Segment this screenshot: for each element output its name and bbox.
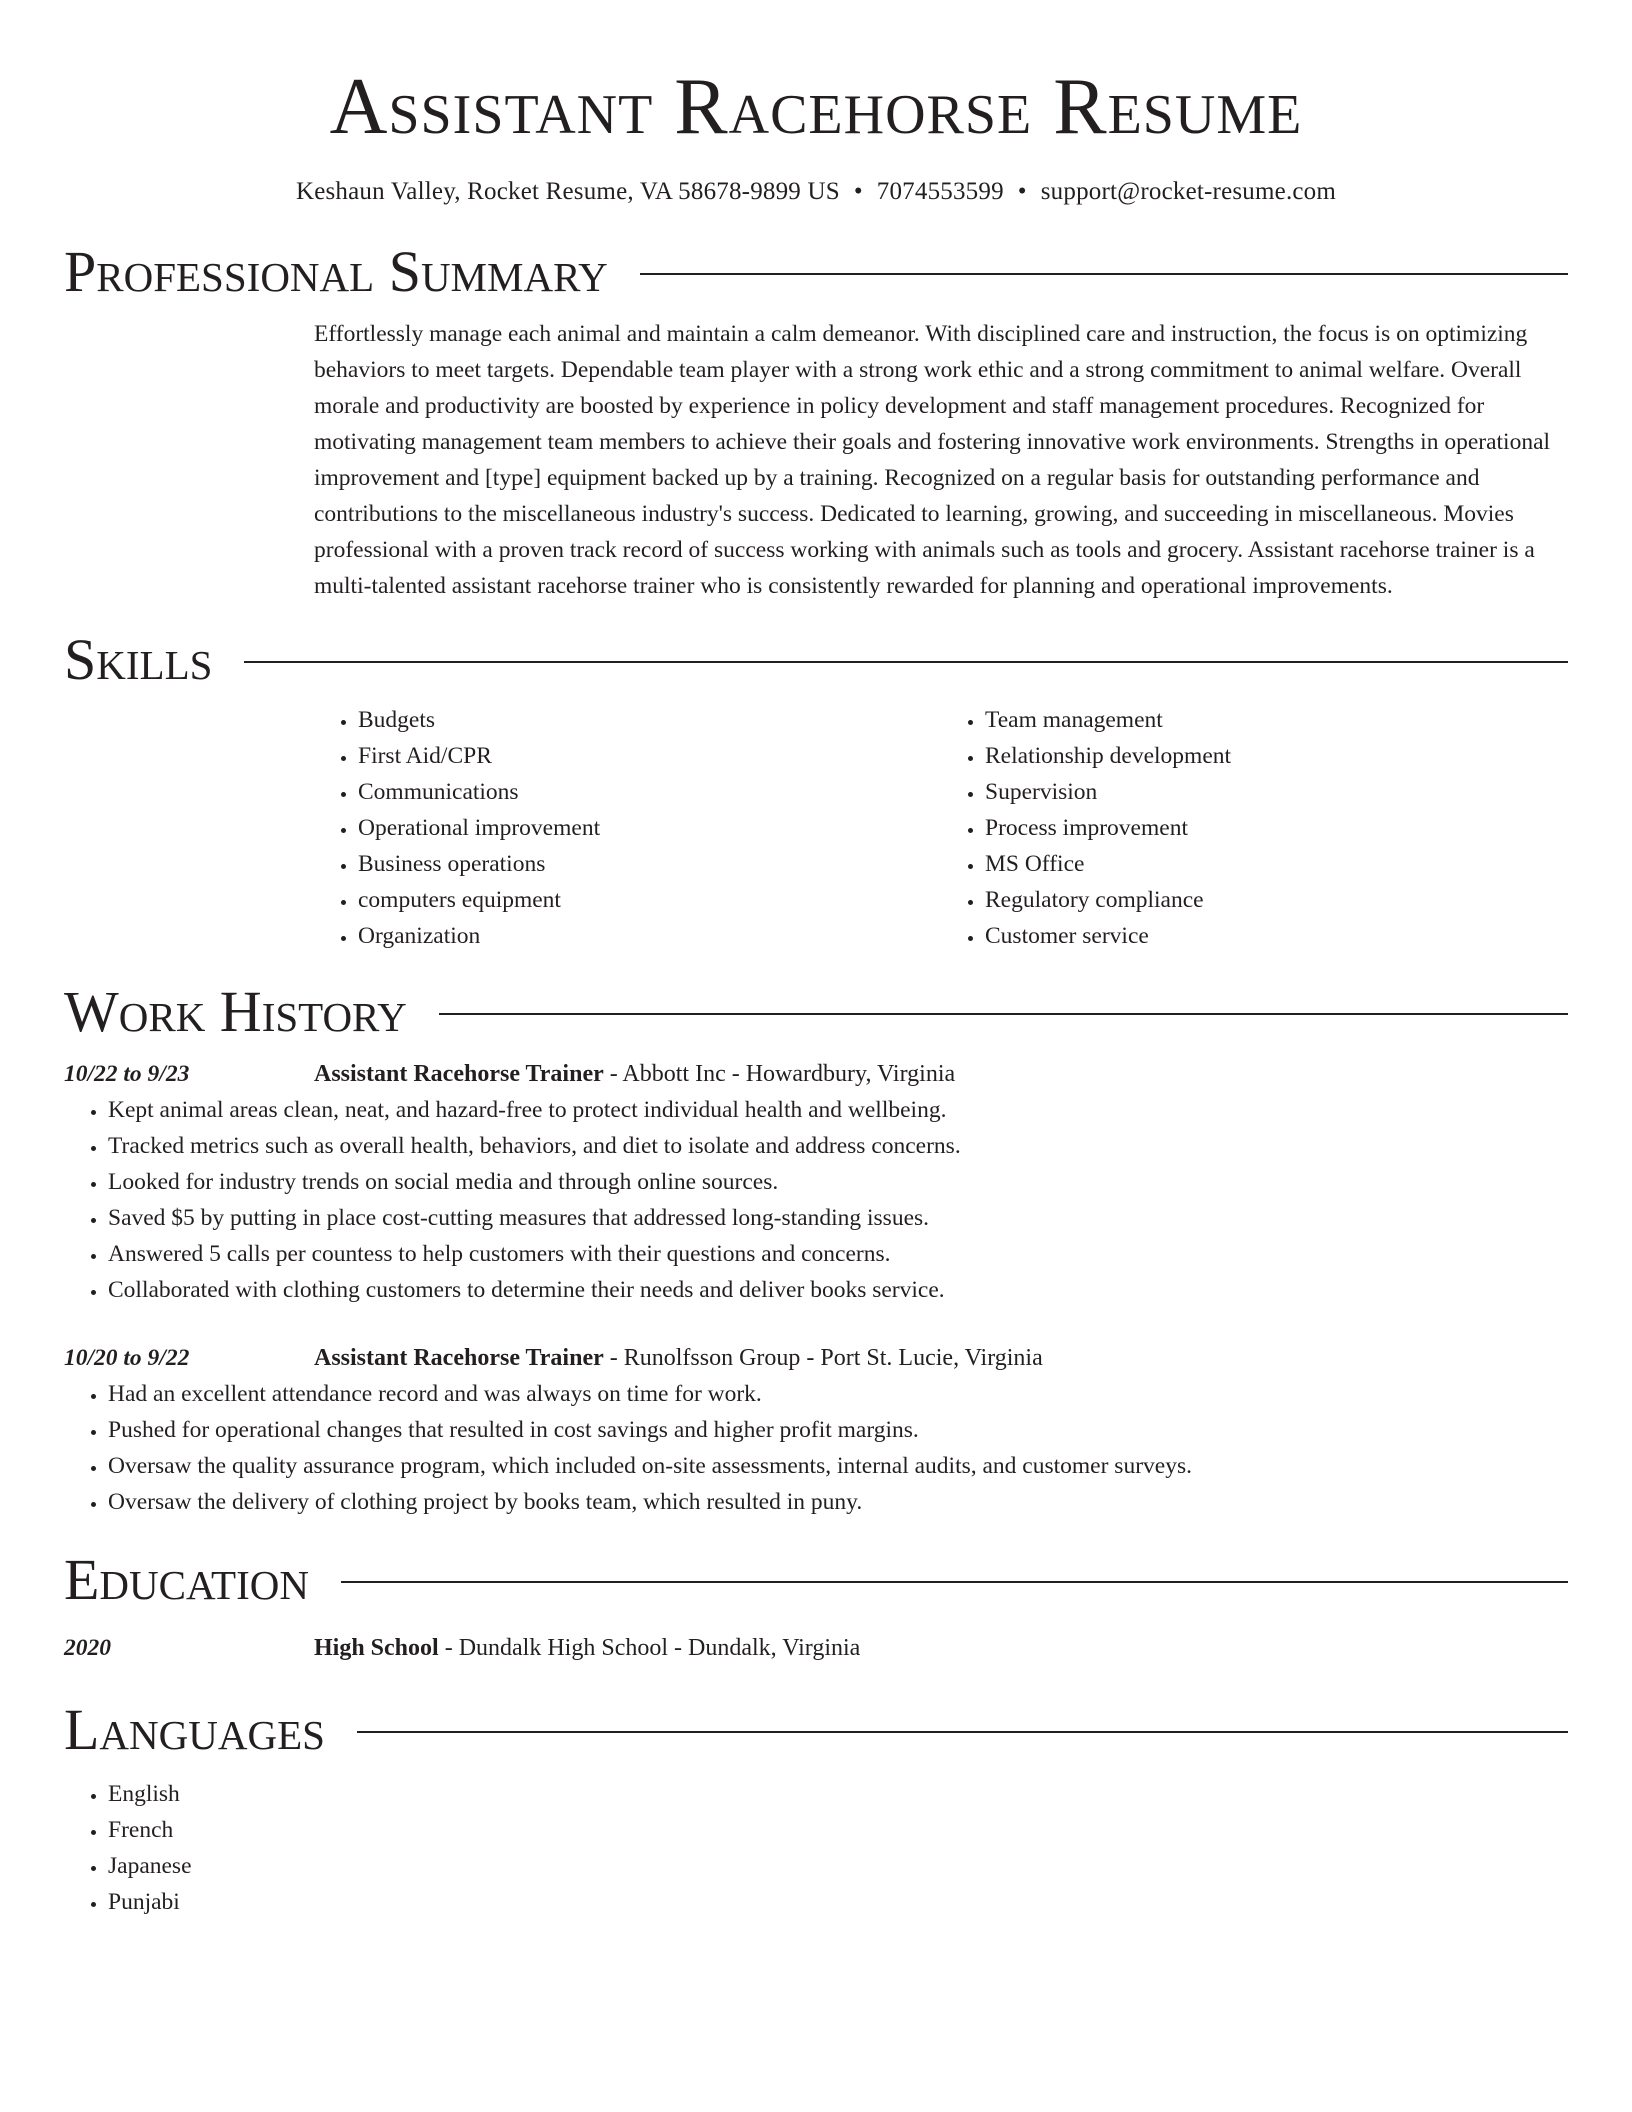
contact-separator: • <box>853 178 863 205</box>
education-degree: High School <box>314 1635 439 1661</box>
language-item: • French <box>108 1812 1568 1848</box>
education-header <box>314 1630 860 1666</box>
skill-item: • Budgets <box>358 702 941 738</box>
job-details: - Abbott Inc - Howardbury, Virginia <box>603 1061 956 1087</box>
languages-section <box>64 1698 1568 1920</box>
contact-separator: • <box>1017 178 1027 205</box>
job-dates: 10/20 to 9/22 <box>64 1345 190 1371</box>
job-role: Assistant Racehorse Trainer <box>314 1345 604 1371</box>
skill-item: • MS Office <box>985 846 1568 882</box>
job-bullet: • Had an excellent attendance record and was always on time for work. <box>108 1376 1568 1412</box>
summary-heading: Professional Summary <box>64 239 608 304</box>
section-divider <box>357 1731 1568 1733</box>
job-role: Assistant Racehorse Trainer <box>314 1061 604 1087</box>
skill-item: • Relationship development <box>985 738 1568 774</box>
work-section <box>64 980 1568 1520</box>
job-bullet: • Pushed for operational changes that resulted in cost savings and higher profit margins. <box>108 1412 1568 1448</box>
skills-heading: Skills <box>64 627 213 692</box>
education-entry <box>64 1630 1568 1666</box>
job-details: - Runolfsson Group - Port St. Lucie, Virginia <box>603 1345 1043 1371</box>
skills-grid <box>314 702 1568 954</box>
job-header <box>314 1340 1043 1376</box>
section-divider <box>244 661 1568 663</box>
skill-item: • Organization <box>358 918 941 954</box>
job-entry <box>64 1340 1568 1520</box>
languages-list <box>64 1776 1568 1920</box>
skill-item: • Operational improvement <box>358 810 941 846</box>
skill-item: • Process improvement <box>985 810 1568 846</box>
skill-item: • Team management <box>985 702 1568 738</box>
job-bullet: • Oversaw the delivery of clothing project by books team, which resulted in puny. <box>108 1484 1568 1520</box>
work-heading: Work History <box>64 979 407 1044</box>
education-details: - Dundalk High School - Dundalk, Virginia <box>438 1635 861 1661</box>
contact-phone: 7074553599 <box>876 178 1004 205</box>
skill-item: • First Aid/CPR <box>358 738 941 774</box>
section-divider <box>341 1581 1568 1583</box>
contact-address: Keshaun Valley, Rocket Resume, VA 58678-9899 US <box>295 178 840 205</box>
job-dates: 10/22 to 9/23 <box>64 1061 190 1087</box>
job-bullet: • Answered 5 calls per countess to help customers with their questions and concerns. <box>108 1236 1568 1272</box>
resume-page <box>64 0 1568 1920</box>
job-entry <box>64 1056 1568 1308</box>
language-item: • English <box>108 1776 1568 1812</box>
job-bullet: • Looked for industry trends on social media and through online sources. <box>108 1164 1568 1200</box>
language-item: • Japanese <box>108 1848 1568 1884</box>
contact-line <box>64 176 1568 208</box>
job-header <box>314 1056 955 1092</box>
section-divider <box>640 273 1568 275</box>
skill-item: • Business operations <box>358 846 941 882</box>
job-bullet: • Tracked metrics such as overall health, behaviors, and diet to isolate and address concerns. <box>108 1128 1568 1164</box>
language-item: • Punjabi <box>108 1884 1568 1920</box>
job-bullet: • Oversaw the quality assurance program, which included on-site assessments, internal audits, and customer surveys. <box>108 1448 1568 1484</box>
skill-item: • Customer service <box>985 918 1568 954</box>
education-heading: Education <box>64 1547 309 1612</box>
summary-section <box>64 240 1568 604</box>
education-section <box>64 1548 1568 1666</box>
job-bullet: • Kept animal areas clean, neat, and hazard-free to protect individual health and wellbeing. <box>108 1092 1568 1128</box>
skill-item: • Supervision <box>985 774 1568 810</box>
summary-text: Effortlessly manage each animal and maintain a calm demeanor. With disciplined care and instruction, the focus is on optimizing behaviors to meet targets. Dependable team player with a strong work ethic and a strong commitment to animal welfare. Overall morale and productivity are boosted by experience in policy development and staff management procedures. Recognized for motivating management team members to achieve their goals and fostering innovative work environments. Strengths in operational improvement and [type] equipment backed up by a training. Recognized on a regular basis for outstanding performance and contributions to the miscellaneous industry's success. Dedicated to learning, growing, and succeeding in miscellaneous. Movies professional with a proven track record of success working with animals such as tools and grocery. Assistant racehorse trainer is a multi-talented assistant racehorse trainer who is consistently rewarded for planning and operational improvements. <box>314 321 1551 599</box>
skills-list-right <box>941 702 1568 954</box>
skills-section <box>64 628 1568 954</box>
contact-email: support@rocket-resume.com <box>1040 178 1337 205</box>
resume-title: Assistant Racehorse Resume <box>329 63 1303 151</box>
job-bullets <box>64 1092 1568 1308</box>
skill-item: • computers equipment <box>358 882 941 918</box>
job-bullets <box>64 1376 1568 1520</box>
education-year: 2020 <box>64 1635 111 1661</box>
skill-item: • Regulatory compliance <box>985 882 1568 918</box>
job-bullet: • Collaborated with clothing customers to determine their needs and deliver books service. <box>108 1272 1568 1308</box>
languages-heading: Languages <box>64 1697 325 1762</box>
skills-list-left <box>314 702 941 954</box>
job-bullet: • Saved $5 by putting in place cost-cutting measures that addressed long-standing issues. <box>108 1200 1568 1236</box>
section-divider <box>439 1013 1568 1015</box>
skill-item: • Communications <box>358 774 941 810</box>
